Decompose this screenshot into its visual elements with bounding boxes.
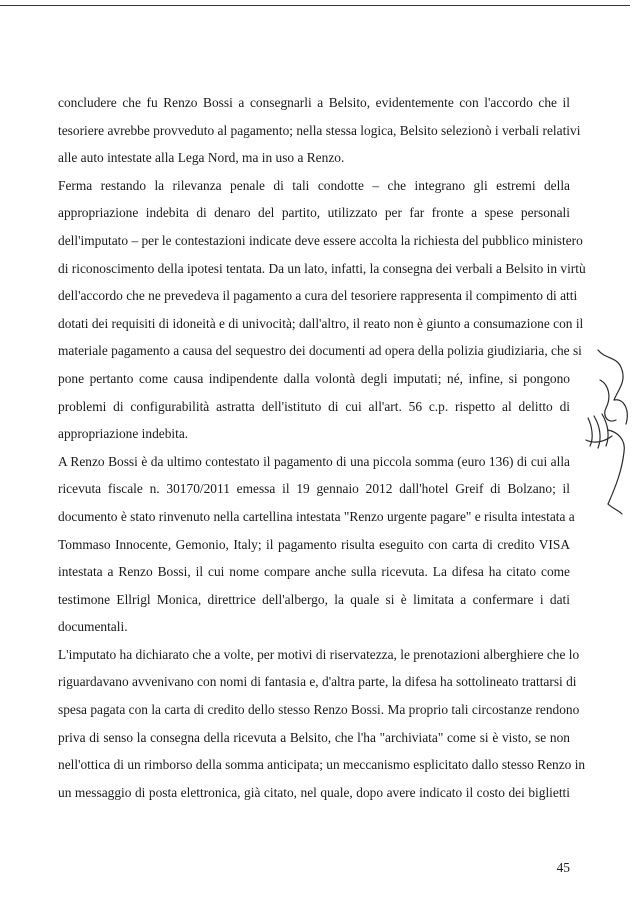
document-body (58, 89, 586, 806)
text-line: di riconoscimento della ipotesi tentata. Da un lato, infatti, la consegna dei verbali a Belsito in virtù (58, 260, 586, 276)
text-line: testimone Ellrigl Monica, direttrice dell'albergo, la quale si è limitata a confermare i dati (58, 591, 570, 607)
text-line: dotati dei requisiti di idoneità e di univocità; dall'altro, il reato non è giunto a consumazione con il (58, 315, 584, 331)
text-line: tesoriere avrebbe provveduto al pagamento; nella stessa logica, Belsito selezionò i verbali relativi (58, 122, 581, 138)
text-line: documento è stato rinvenuto nella cartellina intestata "Renzo urgente pagare" e risulta intestata a (58, 508, 575, 524)
text-line: ricevuta fiscale n. 30170/2011 emessa il 19 gennaio 2012 dall'hotel Greif di Bolzano; il (58, 481, 570, 497)
text-line: problemi di configurabilità astratta dell'istituto di cui all'art. 56 c.p. rispetto al delitto di (58, 398, 570, 414)
text-line: dell'accordo che ne prevedeva il pagamento a cura del tesoriere rappresenta il compimento di atti (58, 288, 578, 304)
text-line: dell'imputato – per le contestazioni indicate deve essere accolta la richiesta del pubblico ministero (58, 232, 583, 248)
text-line: A Renzo Bossi è da ultimo contestato il pagamento di una piccola somma (euro 136) di cui alla (58, 453, 570, 469)
text-line: appropriazione indebita di denaro del partito, utilizzato per far fronte a spese personali (58, 205, 570, 221)
text-line: un messaggio di posta elettronica, già citato, nel quale, dopo avere indicato il costo dei biglietti (58, 784, 570, 800)
text-line: L'imputato ha dichiarato che a volte, per motivi di riservatezza, le prenotazioni alberghiere che lo (58, 646, 580, 662)
text-line: priva di senso la consegna della ricevuta a Belsito, che l'ha "archiviata" come si è visto, se non (58, 729, 570, 745)
text-line: alle auto intestate alla Lega Nord, ma in uso a Renzo. (58, 150, 345, 166)
text-line: nell'ottica di un rimborso della somma anticipata; un meccanismo esplicitato dallo stesso Renzo in (58, 757, 586, 773)
page-number: 45 (556, 860, 570, 875)
text-line: Tommaso Innocente, Gemonio, Italy; il pagamento risulta eseguito con carta di credito VISA (58, 536, 570, 552)
text-line: Ferma restando la rilevanza penale di tali condotte – che integrano gli estremi della (58, 177, 570, 193)
text-line: riguardavano avvenivano con nomi di fantasia e, d'altra parte, la difesa ha sottolineato trattarsi di (58, 674, 577, 690)
top-border-rule (0, 5, 630, 6)
text-line: concludere che fu Renzo Bossi a consegnarli a Belsito, evidentemente con l'accordo che il (58, 95, 570, 110)
text-line: documentali. (58, 619, 128, 635)
text-line: materiale pagamento a causa del sequestro dei documenti ad opera della polizia giudiziaria, che si (58, 343, 582, 359)
text-line: pone pertanto come causa indipendente dalla volontà degli imputati; né, infine, si pongono (58, 370, 570, 386)
text-line: appropriazione indebita. (58, 426, 189, 442)
text-line: spesa pagata con la carta di credito dello stesso Renzo Bossi. Ma proprio tali circostanze rendono (58, 702, 580, 718)
handwritten-signature (578, 320, 636, 520)
text-line: intestata a Renzo Bossi, il cui nome compare anche sulla ricevuta. La difesa ha citato come (58, 564, 570, 580)
